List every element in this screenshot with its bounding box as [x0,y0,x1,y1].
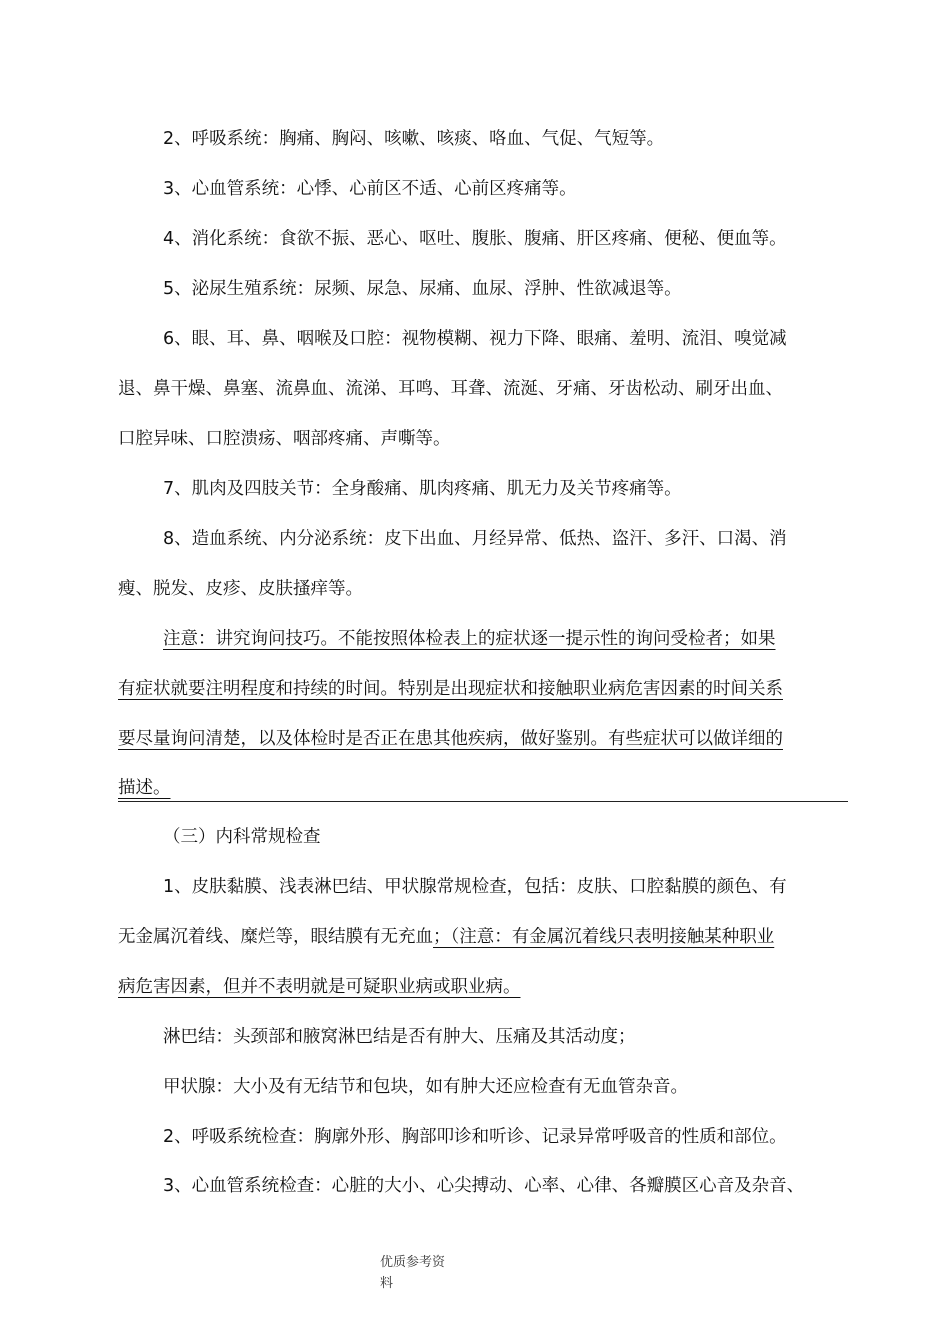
exam-skin-note: ；（注意：有金属沉着线只表明接触某种职业 [433,927,775,947]
note-line [163,627,848,651]
symptom-respiratory: 2、呼吸系统：胸痛、胸闷、咳嗽、咳痰、咯血、气促、气短等。 [163,129,665,149]
exam-lymph: 淋巴结：头颈部和腋窝淋巴结是否有肿大、压痛及其活动度； [163,1027,636,1047]
footer-line: 料 [380,1276,394,1291]
exam-skin-line: 1、皮肤黏膜、浅表淋巴结、甲状腺常规检查，包括：皮肤、口腔黏膜的颜色、有 [163,877,787,897]
note-line [118,776,848,800]
symptom-ent-line: 退、鼻干燥、鼻塞、流鼻血、流涕、耳鸣、耳聋、流涎、牙痛、牙齿松动、刷牙出血、 [118,379,783,399]
symptom-musculoskeletal: 7、肌肉及四肢关节：全身酸痛、肌肉疼痛、肌无力及关节疼痛等。 [163,479,682,499]
note-line [118,727,848,751]
note-text: 有症状就要注明程度和持续的时间。特别是出现症状和接触职业病危害因素的时间关系 [118,679,783,699]
symptom-digestive: 4、消化系统：食欲不振、恶心、呕吐、腹胀、腹痛、肝区疼痛、便秘、便血等。 [163,229,787,249]
symptom-hematopoietic-line: 8、造血系统、内分泌系统：皮下出血、月经异常、低热、盗汗、多汗、口渴、消 [163,529,787,549]
footer-line: 优质参考资 [380,1255,446,1270]
symptom-urogenital: 5、泌尿生殖系统：尿频、尿急、尿痛、血尿、浮肿、性欲减退等。 [163,279,682,299]
exam-skin-line [118,975,848,999]
note-line [118,677,848,701]
symptom-cardiovascular: 3、心血管系统：心悸、心前区不适、心前区疼痛等。 [163,179,577,199]
section-divider [118,801,848,802]
symptom-hematopoietic-line: 瘦、脱发、皮疹、皮肤搔痒等。 [118,579,363,599]
note-text: 描述。 [118,778,171,798]
page-footer [380,1252,460,1294]
symptom-ent-line: 6、眼、耳、鼻、咽喉及口腔：视物模糊、视力下降、眼痛、羞明、流泪、嗅觉减 [163,329,787,349]
exam-skin-note: 病危害因素，但并不表明就是可疑职业病或职业病。 [118,977,521,997]
symptom-ent-line: 口腔异味、口腔溃疡、咽部疼痛、声嘶等。 [118,429,451,449]
exam-skin-text: 无金属沉着线、糜烂等，眼结膜有无充血 [118,927,433,947]
exam-skin-line [118,925,848,949]
exam-thyroid: 甲状腺：大小及有无结节和包块，如有肿大还应检查有无血管杂音。 [163,1077,688,1097]
exam-cardiovascular: 3、心血管系统检查：心脏的大小、心尖搏动、心率、心律、各瓣膜区心音及杂音、 [163,1176,805,1196]
note-text: 要尽量询问清楚，以及体检时是否正在患其他疾病，做好鉴别。有些症状可以做详细的 [118,729,783,749]
note-text: 注意：讲究询问技巧。不能按照体检表上的症状逐一提示性的询问受检者；如果 [163,629,776,649]
exam-respiratory: 2、呼吸系统检查：胸廓外形、胸部叩诊和听诊、记录异常呼吸音的性质和部位。 [163,1127,787,1147]
section-heading: （三）内科常规检查 [163,827,321,847]
